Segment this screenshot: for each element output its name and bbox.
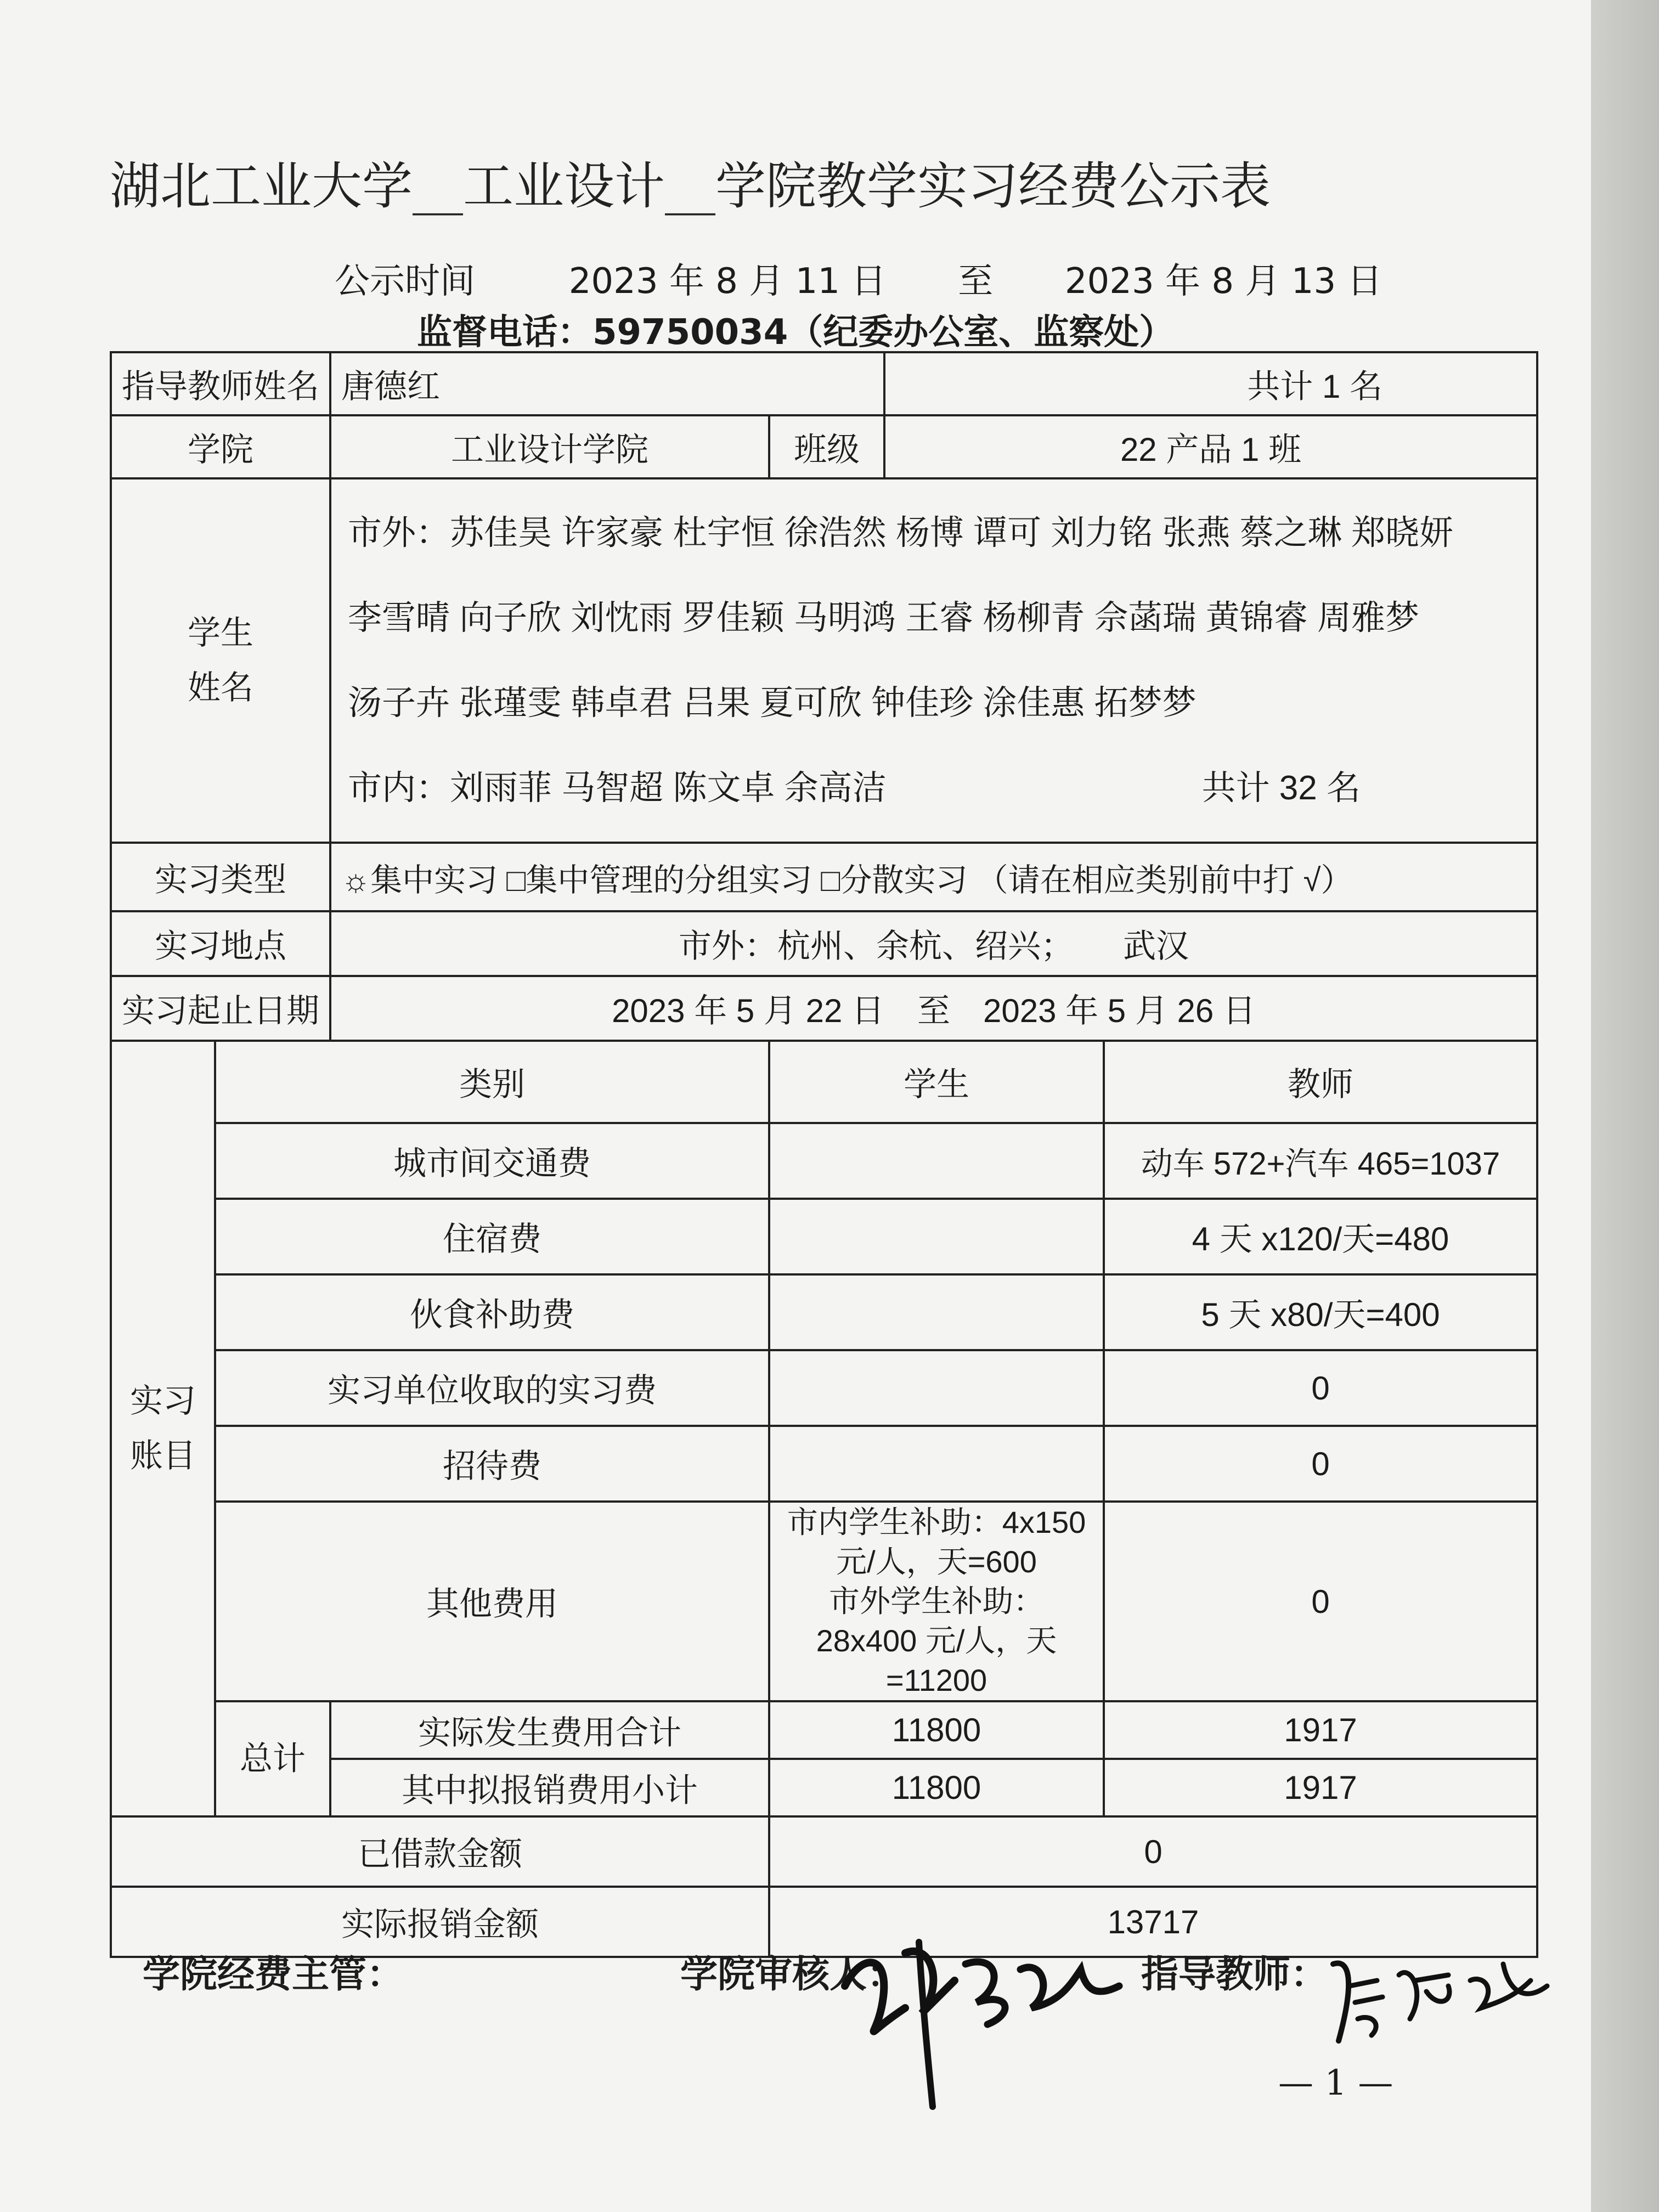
accounts-head-category: 类别 xyxy=(215,1041,769,1123)
account-student xyxy=(769,1350,1104,1426)
account-row xyxy=(111,1199,1537,1274)
students-line-2: 李雪晴 向子欣 刘忱雨 罗佳颖 马明鸿 王睿 杨柳青 佘菡瑞 黄锦睿 周雅梦 xyxy=(348,599,1420,637)
account-category: 招待费 xyxy=(215,1426,769,1502)
other-fee-student-line-2: 市外学生补助：28x400 元/人，天=11200 xyxy=(816,1584,1057,1697)
students-line-1: 市外：苏佳昊 许家豪 杜宇恒 徐浩然 杨博 谭可 刘力铭 张燕 蔡之琳 郑晓妍 xyxy=(348,514,1454,552)
account-row xyxy=(111,1426,1537,1502)
supervision-phone: 监督电话：59750034（纪委办公室、监察处） xyxy=(417,312,1175,353)
other-fee-student xyxy=(769,1502,1104,1701)
place-row xyxy=(111,911,1537,976)
dates-row xyxy=(111,976,1537,1041)
account-student xyxy=(769,1274,1104,1350)
fund-manager-label: 学院经费主管： xyxy=(143,1953,404,1996)
account-student xyxy=(769,1123,1104,1199)
reviewer-signature-icon xyxy=(823,1920,1130,2118)
publish-time-from: 2023 年 8 月 11 日 xyxy=(568,261,887,302)
place-value: 市外：杭州、余杭、绍兴； 武汉 xyxy=(330,911,1537,976)
accounts-header-row xyxy=(111,1041,1537,1123)
teacher-name: 唐德红 xyxy=(330,352,884,415)
actual-total-teacher: 1917 xyxy=(1104,1701,1537,1759)
reviewer-label: 学院审核人： xyxy=(680,1953,905,1996)
college-label: 学院 xyxy=(111,415,330,478)
account-row xyxy=(111,1123,1537,1199)
total-label: 总计 xyxy=(215,1701,330,1816)
claim-subtotal-teacher: 1917 xyxy=(1104,1759,1537,1816)
college-value: 工业设计学院 xyxy=(330,415,769,478)
accounts-head-student: 学生 xyxy=(769,1041,1104,1123)
account-teacher: 0 xyxy=(1104,1350,1537,1426)
other-fee-category: 其他费用 xyxy=(215,1502,769,1701)
page-number: — 1 — xyxy=(1278,2063,1393,2103)
account-row xyxy=(111,1274,1537,1350)
class-label: 班级 xyxy=(769,415,884,478)
dates-label: 实习起止日期 xyxy=(111,976,330,1041)
students-count: 共计 32 名 xyxy=(1201,769,1361,807)
borrowed-row xyxy=(111,1816,1537,1887)
paper-edge-shadow xyxy=(1591,0,1659,2212)
fee-table xyxy=(110,351,1538,1958)
account-teacher: 0 xyxy=(1104,1426,1537,1502)
type-label: 实习类型 xyxy=(111,843,330,911)
actual-total-row xyxy=(111,1701,1537,1759)
students-line-3: 汤子卉 张瑾雯 韩卓君 吕果 夏可欣 钟佳珍 涂佳惠 拓梦梦 xyxy=(348,684,1197,722)
account-category: 城市间交通费 xyxy=(215,1123,769,1199)
account-row xyxy=(111,1350,1537,1426)
students-label: 学生姓名 xyxy=(111,478,330,843)
publish-time-label: 公示时间 xyxy=(335,261,475,302)
account-teacher: 动车 572+汽车 465=1037 xyxy=(1104,1123,1537,1199)
type-value: ☼集中实习 □集中管理的分组实习 □分散实习 （请在相应类别前中打 √） xyxy=(330,843,1537,911)
account-category: 住宿费 xyxy=(215,1199,769,1274)
students-row xyxy=(111,478,1537,843)
class-value: 22 产品 1 班 xyxy=(884,415,1537,478)
advisor-label: 指导教师： xyxy=(1141,1953,1328,1996)
account-category: 实习单位收取的实习费 xyxy=(215,1350,769,1426)
document-title: 湖北工业大学__工业设计__学院教学实习经费公示表 xyxy=(110,157,1271,216)
dates-value: 2023 年 5 月 22 日 至 2023 年 5 月 26 日 xyxy=(330,976,1537,1041)
claim-subtotal-label: 其中拟报销费用小计 xyxy=(330,1759,769,1816)
account-category: 伙食补助费 xyxy=(215,1274,769,1350)
account-teacher: 5 天 x80/天=400 xyxy=(1104,1274,1537,1350)
teacher-count: 共计 1 名 xyxy=(884,352,1537,415)
borrowed-value: 0 xyxy=(769,1816,1537,1887)
account-teacher: 4 天 x120/天=480 xyxy=(1104,1199,1537,1274)
actual-total-student: 11800 xyxy=(769,1701,1104,1759)
other-fee-student-line-1: 市内学生补助：4x150 元/人，天=600 xyxy=(787,1505,1086,1579)
teacher-label: 指导教师姓名 xyxy=(111,352,330,415)
students-local: 市内：刘雨菲 马智超 陈文卓 余高洁 xyxy=(348,769,887,807)
account-student xyxy=(769,1199,1104,1274)
teacher-row xyxy=(111,352,1537,415)
publish-time-to: 2023 年 8 月 13 日 xyxy=(1064,261,1383,302)
students-line-4 xyxy=(348,746,1520,831)
other-fee-teacher: 0 xyxy=(1104,1502,1537,1701)
account-student xyxy=(769,1426,1104,1502)
advisor-signature-icon xyxy=(1317,1942,1558,2052)
college-row xyxy=(111,415,1537,478)
publish-time-to-word: 至 xyxy=(958,261,994,302)
actual-total-label: 实际发生费用合计 xyxy=(330,1701,769,1759)
claim-subtotal-student: 11800 xyxy=(769,1759,1104,1816)
borrowed-label: 已借款金额 xyxy=(111,1816,769,1887)
place-label: 实习地点 xyxy=(111,911,330,976)
other-fee-row xyxy=(111,1502,1537,1701)
publish-time-line xyxy=(335,251,1383,312)
reimburse-label: 实际报销金额 xyxy=(111,1887,769,1957)
accounts-label: 实习账目 xyxy=(111,1041,215,1816)
reimburse-value: 13717 xyxy=(769,1887,1537,1957)
type-row xyxy=(111,843,1537,911)
students-names xyxy=(330,478,1537,843)
accounts-head-teacher: 教师 xyxy=(1104,1041,1537,1123)
